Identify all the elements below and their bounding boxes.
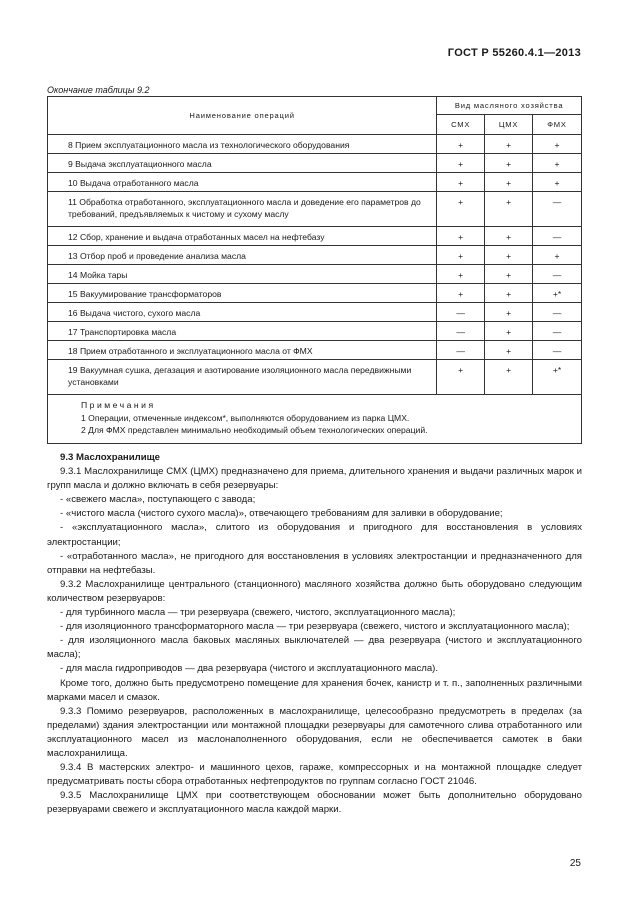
mark-cmh: + <box>485 360 533 395</box>
operation-name: 18 Прием отработанного и эксплуатационного масла от ФМХ <box>48 341 437 360</box>
mark-fmh: — <box>533 227 582 246</box>
table-row <box>48 154 582 173</box>
paragraph: 9.3.2 Маслохранилище центрального (станционного) масляного хозяйства должно быть оборудовано следующим количеством резервуаров: <box>47 578 582 604</box>
note-item: 1 Операции, отмеченные индексом*, выполняются оборудованием из парка ЦМХ. <box>81 412 410 423</box>
mark-smh: + <box>437 360 485 395</box>
operation-name: 14 Мойка тары <box>48 265 437 284</box>
mark-smh: + <box>437 265 485 284</box>
mark-cmh: + <box>485 154 533 173</box>
col-header-operations: Наименование операций <box>48 97 437 135</box>
mark-cmh: + <box>485 284 533 303</box>
section-body <box>47 451 582 817</box>
note-item: 2 Для ФМХ представлен минимально необходимый объем технологических операций. <box>81 425 428 435</box>
table-row <box>48 360 582 395</box>
mark-smh: — <box>437 322 485 341</box>
mark-smh: + <box>437 192 485 227</box>
notes-title: Примечания <box>81 400 156 410</box>
mark-fmh: + <box>533 135 582 154</box>
operation-name: 19 Вакуумная сушка, дегазация и азотирование изоляционного масла передвижными установками <box>48 360 437 395</box>
operation-name: 10 Выдача отработанного масла <box>48 173 437 192</box>
table-caption: Окончание таблицы 9.2 <box>47 85 150 95</box>
mark-smh: — <box>437 341 485 360</box>
paragraph: 9.3.1 Маслохранилище СМХ (ЦМХ) предназначено для приема, длительного хранения и выдачи различных марок и групп масла и должно включать в себя резервуары: <box>47 466 582 492</box>
list-item: - для турбинного масла — три резервуара (свежего, чистого, эксплуатационного масла); <box>60 607 456 619</box>
mark-smh: + <box>437 154 485 173</box>
table-row <box>48 135 582 154</box>
operation-name: 15 Вакуумирование трансформаторов <box>48 284 437 303</box>
mark-cmh: + <box>485 322 533 341</box>
page-number: 25 <box>569 858 581 869</box>
mark-cmh: + <box>485 341 533 360</box>
mark-cmh: + <box>485 192 533 227</box>
col-header-cmh: ЦМХ <box>485 115 533 135</box>
table-row <box>48 246 582 265</box>
mark-cmh: + <box>485 173 533 192</box>
paragraph: 9.3.3 Помимо резервуаров, расположенных в маслохранилище, целесообразно предусмотреть в пределах (за пределами) здания электростанции или монтажной площадки резервуары для самотечного слива отработанного или эксплуатационного масел из маслонаполненного оборудования, если не обеспечивается самотек в баки маслохранилища. <box>47 705 582 759</box>
mark-fmh: + <box>533 246 582 265</box>
list-item: - «свежего масла», поступающего с завода; <box>60 494 256 506</box>
list-item: - «отработанного масла», не пригодного для восстановления в условиях электростанции и предназначенного для отправки на нефтебазы. <box>47 550 582 576</box>
mark-fmh: — <box>533 322 582 341</box>
mark-cmh: + <box>485 246 533 265</box>
table-row <box>48 192 582 227</box>
table-row <box>48 227 582 246</box>
operation-name: 17 Транспортировка масла <box>48 322 437 341</box>
mark-smh: + <box>437 135 485 154</box>
mark-fmh: — <box>533 303 582 322</box>
mark-cmh: + <box>485 303 533 322</box>
table-row <box>48 173 582 192</box>
table-row <box>48 265 582 284</box>
mark-fmh: — <box>533 265 582 284</box>
standard-header: ГОСТ Р 55260.4.1—2013 <box>447 47 581 59</box>
list-item: - для масла гидроприводов — два резервуара (чистого и эксплуатационного масла). <box>60 663 439 675</box>
mark-smh: + <box>437 173 485 192</box>
operation-name: 8 Прием эксплуатационного масла из технологического оборудования <box>48 135 437 154</box>
col-header-oil-facility: Вид масляного хозяйства <box>437 97 582 115</box>
table-row <box>48 322 582 341</box>
table-notes <box>48 395 582 444</box>
operation-name: 13 Отбор проб и проведение анализа масла <box>48 246 437 265</box>
mark-cmh: + <box>485 135 533 154</box>
list-item: - «чистого масла (чистого сухого масла)», отвечающего требованиям для заливки в оборудование; <box>60 508 503 520</box>
table-row <box>48 303 582 322</box>
mark-smh: — <box>437 303 485 322</box>
operations-table <box>47 96 582 444</box>
mark-fmh: — <box>533 192 582 227</box>
list-item: - «эксплуатационного масла», слитого из оборудования и пригодного для восстановления в условиях электростанции; <box>47 522 582 548</box>
paragraph: Кроме того, должно быть предусмотрено помещение для хранения бочек, канистр и т. п., заполненных различными марками масел и смазок. <box>47 677 582 703</box>
mark-fmh: +* <box>533 360 582 395</box>
mark-cmh: + <box>485 265 533 284</box>
list-item: - для изоляционного трансформаторного масла — три резервуара (свежего, чистого и эксплуатационного масла); <box>60 621 570 633</box>
table-notes-row <box>48 395 582 444</box>
mark-smh: + <box>437 246 485 265</box>
col-header-fmh: ФМХ <box>533 115 582 135</box>
mark-smh: + <box>437 227 485 246</box>
mark-fmh: +* <box>533 284 582 303</box>
section-title: 9.3 Маслохранилище <box>60 452 161 463</box>
mark-fmh: + <box>533 173 582 192</box>
mark-smh: + <box>437 284 485 303</box>
operation-name: 11 Обработка отработанного, эксплуатационного масла и доведение его параметров до требований, предъявляемых к чистому и сухому маслу <box>48 192 437 227</box>
mark-fmh: — <box>533 341 582 360</box>
operation-name: 9 Выдача эксплуатационного масла <box>48 154 437 173</box>
col-header-smh: СМХ <box>437 115 485 135</box>
operation-name: 12 Сбор, хранение и выдача отработанных масел на нефтебазу <box>48 227 437 246</box>
mark-fmh: + <box>533 154 582 173</box>
paragraph: 9.3.4 В мастерских электро- и машинного цехов, гараже, компрессорных и на монтажной площадке следует предусматривать посты сбора отработанных нефтепродуктов по группам согласно ГОСТ 21046. <box>47 762 582 788</box>
operation-name: 16 Выдача чистого, сухого масла <box>48 303 437 322</box>
list-item: - для изоляционного масла баковых масляных выключателей — два резервуара (чистого и эксплуатационного масла); <box>47 635 582 661</box>
paragraph: 9.3.5 Маслохранилище ЦМХ при соответствующем обосновании может быть дополнительно оборудовано резервуарами свежего и эксплуатационного масла каждой марки. <box>47 790 582 816</box>
table-row <box>48 284 582 303</box>
table-row <box>48 341 582 360</box>
mark-cmh: + <box>485 227 533 246</box>
